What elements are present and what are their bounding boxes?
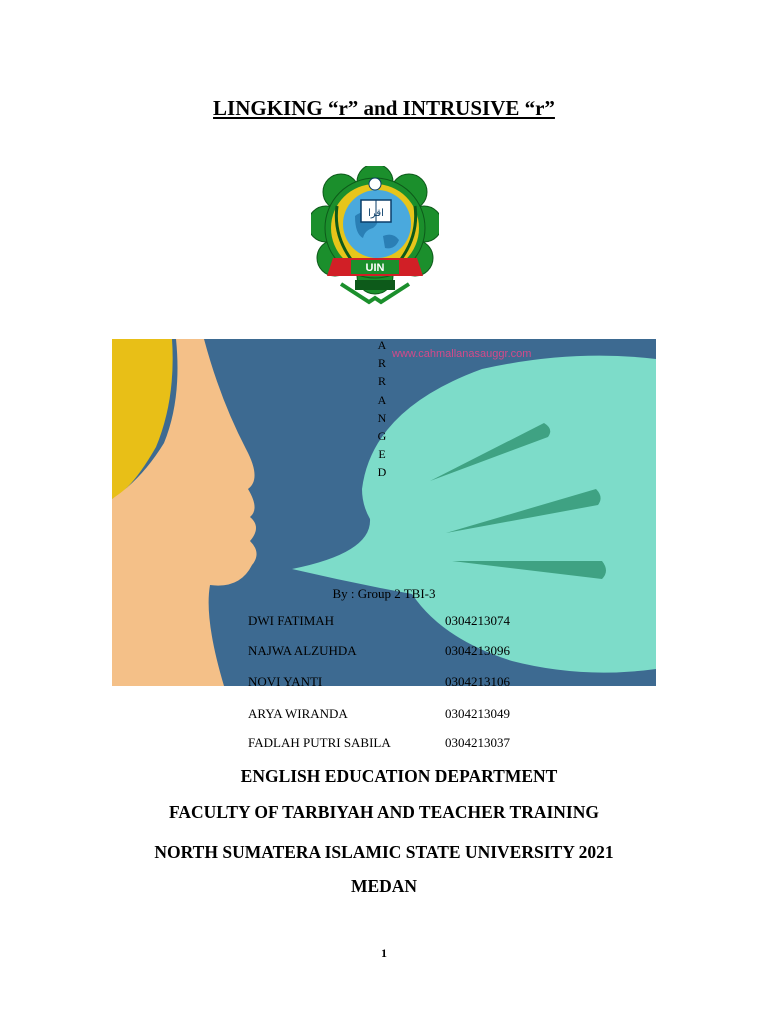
member-id: 0304213096 bbox=[445, 643, 510, 658]
logo-emblem-text: اقرا bbox=[368, 208, 384, 219]
member-name: ARYA WIRANDA bbox=[248, 706, 348, 721]
logo-label: UIN bbox=[365, 262, 385, 274]
arranged-letter: E bbox=[378, 447, 386, 462]
document-title: LINGKING “r” and INTRUSIVE “r” bbox=[213, 96, 555, 120]
arranged-letter: A bbox=[377, 338, 387, 352]
member-name: DWI FATIMAH bbox=[248, 613, 335, 628]
city-line: MEDAN bbox=[350, 876, 418, 896]
faculty-line: FACULTY OF TARBIYAH AND TEACHER TRAINING bbox=[169, 802, 599, 822]
university-line: NORTH SUMATERA ISLAMIC STATE UNIVERSITY 2021 bbox=[154, 842, 614, 862]
arranged-letter: G bbox=[377, 429, 387, 444]
member-id: 0304213049 bbox=[445, 706, 510, 721]
member-name: FADLAH PUTRI SABILA bbox=[248, 735, 391, 750]
member-id: 0304213074 bbox=[445, 613, 510, 628]
member-id: 0304213037 bbox=[445, 735, 510, 750]
member-id: 0304213106 bbox=[445, 674, 510, 689]
arranged-letter: N bbox=[377, 410, 387, 425]
member-name: NAJWA ALZUHDA bbox=[248, 643, 357, 658]
arranged-vertical-text bbox=[376, 336, 388, 482]
department-line: ENGLISH EDUCATION DEPARTMENT bbox=[240, 766, 558, 786]
arranged-letter: D bbox=[377, 465, 387, 480]
arranged-letter: R bbox=[377, 374, 386, 389]
watermark-text: www.cahmallanasauggr.com bbox=[392, 348, 532, 360]
arranged-letter: A bbox=[377, 392, 387, 407]
arranged-letter: R bbox=[377, 356, 386, 371]
star-icon bbox=[369, 178, 381, 190]
group-byline: By : Group 2 TBI-3 bbox=[332, 586, 436, 601]
university-logo bbox=[311, 166, 439, 314]
member-name: NOVI YANTI bbox=[248, 674, 323, 689]
page-number: 1 bbox=[381, 946, 387, 960]
